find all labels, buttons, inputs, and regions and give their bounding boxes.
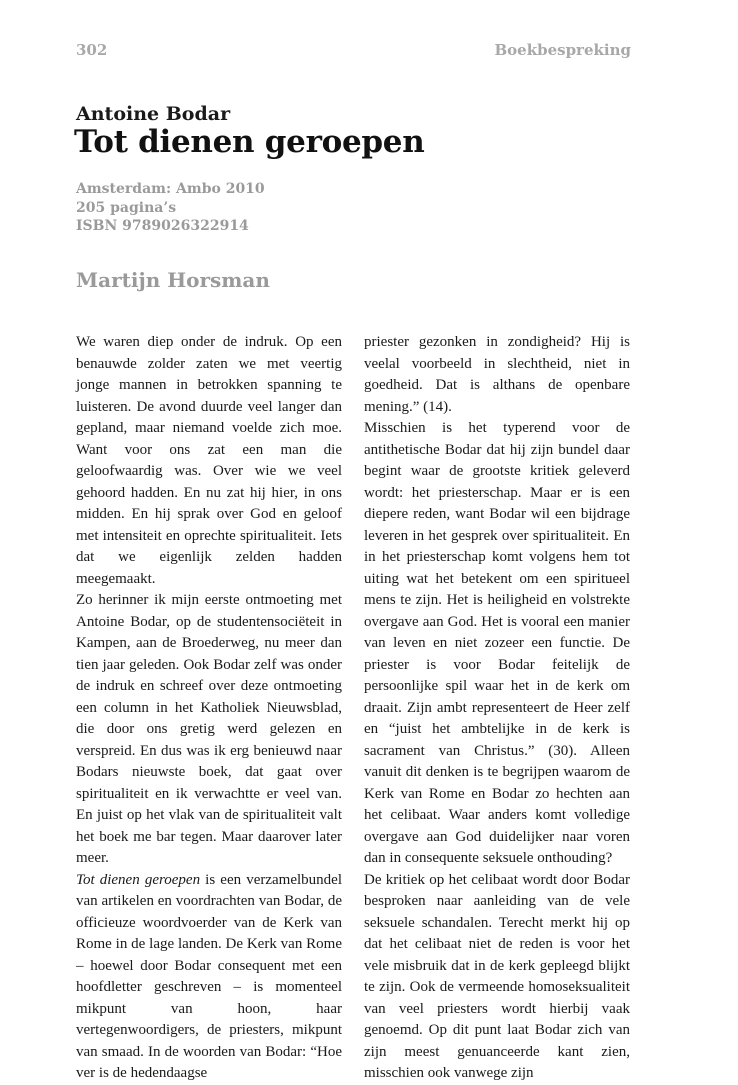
right-column [364, 332, 630, 1085]
paragraph-text: is een verzamelbundel van artikelen en voordrachten van Bodar, de officieuze woordvoerder van de Kerk van Rome in de lage landen. De Kerk van Rome – hoewel door Bodar consequent met een hoofdletter geschreven – is momenteel mikpunt van hoon, haar vertegenwoordigers, de priesters, mikpunt van smaad. In de woorden van Bodar: “Hoe ver is de hedendaagse [76, 871, 342, 1081]
book-isbn: ISBN 9789026322914 [76, 218, 249, 234]
left-column [76, 332, 342, 1085]
paragraph: De kritiek op het celibaat wordt door Bodar besproken naar aanleiding van de vele seksuele schandalen. Terecht merkt hij op dat het celibaat niet de reden is voor het vele misbruik dat in de kerk gepleegd blijkt te zijn. Ook de vermeende homoseksualiteit van veel priesters wordt hierbij vaak genoemd. Op dit punt laat Bodar zich van zijn meest genuanceerde kant zien, misschien ook vanwege zijn [364, 871, 630, 1081]
book-metadata [76, 180, 265, 236]
paragraph: priester gezonken in zondigheid? Hij is veelal voorbeeld in slechtheid, niet in goedheid. Dat is althans de openbare mening.” (14). [364, 334, 630, 415]
page-number: 302 [76, 41, 108, 59]
paragraph: Misschien is het typerend voor de antithetische Bodar dat hij zijn bundel daar begint waar de grootste kritiek geleverd wordt: het priesterschap. Maar er is een diepere reden, want Bodar wil een bijdrage leveren in het gesprek over spiritualiteit. En in het priesterschap komt volgens hem tot uiting wat het betekent om een spiritueel mens te zijn. Het is heiligheid en volstrekte overgave aan God. Het is vooral een manier van leven en niet zozeer een functie. De priester is voor Bodar feitelijk de persoonlijke spil waar het in de kerk om draait. Zijn ambt representeert de Heer zelf en “juist het ambtelijke in de kerk is sacrament van Christus.” (30). Alleen vanuit dit denken is te begrijpen waarom de Kerk van Rome en Bodar zo hechten aan het celibaat. Waar anders komt volledige overgave aan God duidelijker naar voren dan in consequente seksuele onthouding? [364, 420, 630, 866]
paragraph: Zo herinner ik mijn eerste ontmoeting met Antoine Bodar, op de studentensociëteit in Kampen, aan de Broederweg, nu meer dan tien jaar geleden. Ook Bodar zelf was onder de indruk en schreef over deze ontmoeting een column in het Katholiek Nieuwsblad, die door ons gretig werd gelezen en verspreid. En dus was ik erg benieuwd naar Bodars nieuwste boek, dat gaat over spiritualiteit en ik verwachtte er veel van. En juist op het vlak van de spiritualiteit valt het boek me bar tegen. Maar daarover later meer. [76, 592, 342, 866]
book-title-italic: Tot dienen geroepen [76, 871, 201, 888]
book-pages: 205 pagina’s [76, 199, 177, 216]
reviewer-name: Martijn Horsman [76, 268, 270, 292]
paragraph: We waren diep onder de indruk. Op een benauwde zolder zaten we met veertig jonge mannen in betrokken spanning te luisteren. De avond duurde veel langer dan gepland, maar niemand voelde zich moe. Want voor ons zat een man die geloofwaardig was. Over wie we veel gehoord hadden. En nu zat hij hier, in ons midden. En hij sprak over God en geloof met intensiteit en oprechte spiritualiteit. Iets dat we eigenlijk zelden hadden meegemaakt. [76, 334, 342, 587]
book-title: Tot dienen geroepen [74, 124, 425, 160]
paragraph [76, 870, 342, 1085]
running-head: Boekbespreking [494, 41, 631, 59]
book-publisher: Amsterdam: Ambo 2010 [76, 181, 265, 197]
book-author: Antoine Bodar [76, 103, 231, 125]
